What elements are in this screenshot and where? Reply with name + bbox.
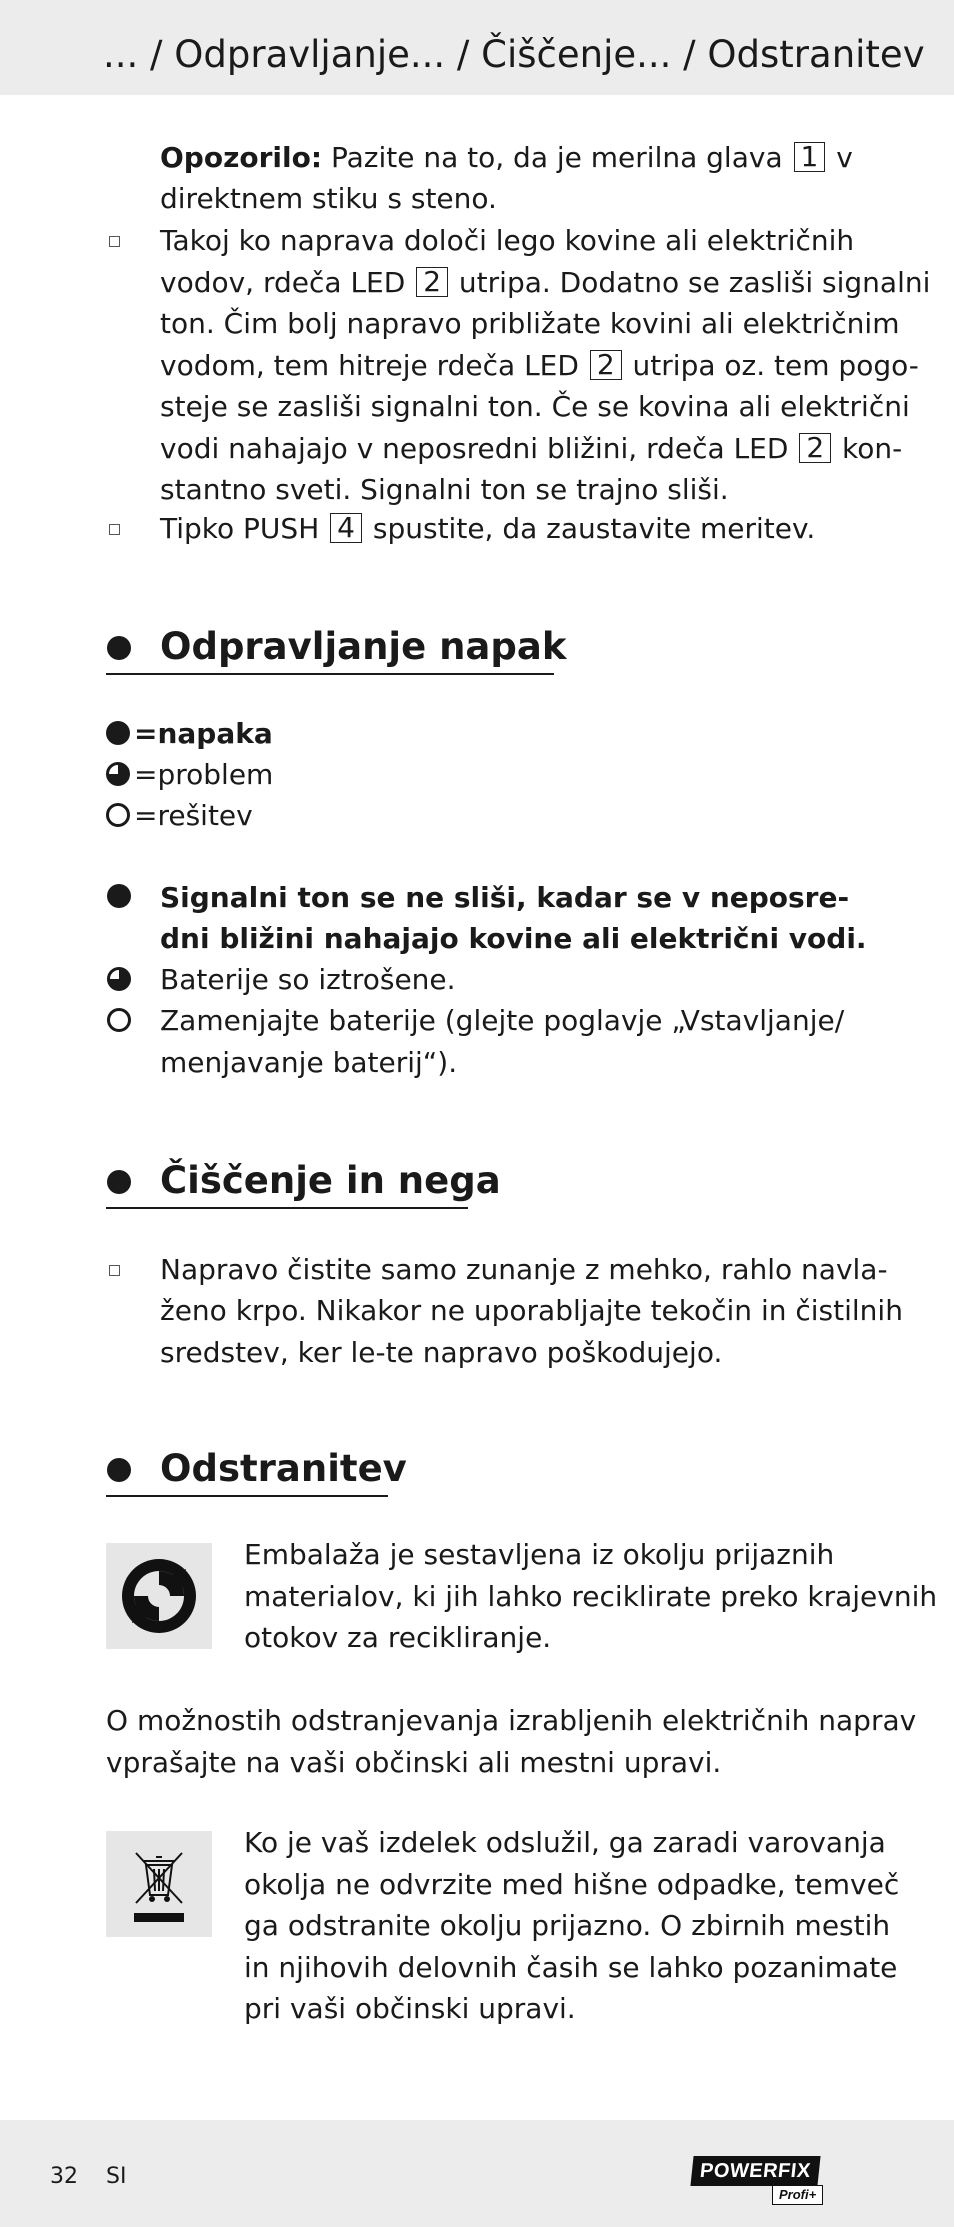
bullet-1-line-1: Takoj ko naprava določi lego kovine ali električnih — [160, 224, 855, 257]
solution-line-2: menjavanje baterij“). — [160, 1046, 458, 1079]
empty-circle-icon — [107, 1008, 131, 1032]
half-circle-icon — [107, 967, 131, 991]
section-bullet-icon — [107, 636, 131, 660]
part-number-box: 2 — [799, 433, 831, 463]
part-number-box: 4 — [330, 513, 362, 543]
bullet-1-line-6: vodi nahajajo v neposredni bližini, rdeča LED 2 kon- — [160, 431, 903, 465]
page-footer — [0, 2120, 954, 2227]
cleaning-line-1: Napravo čistite samo zunanje z mehko, rahlo navla- — [160, 1253, 888, 1286]
packaging-line-3: otokov za recikliranje. — [244, 1621, 552, 1654]
disposal-info-line-2: vprašajte na vaši občinski ali mestni upravi. — [106, 1746, 722, 1779]
bullet-square-icon — [109, 1265, 120, 1276]
cleaning-line-2: ženo krpo. Nikakor ne uporabljajte tekočin in čistilnih — [160, 1294, 903, 1327]
bullet-1-line-5: steje se zasliši signalni ton. Če se kovina ali električni — [160, 390, 910, 423]
error-line-1: Signalni ton se ne sliši, kadar se v neposre- — [160, 881, 850, 914]
page-number: 32 — [50, 2164, 78, 2189]
crossed-out-wheelie-bin-icon — [106, 1831, 212, 1937]
page-title: ... / Odpravljanje... / Čiščenje... / Odstranitev — [103, 33, 925, 76]
section-heading-disposal: Odstranitev — [160, 1447, 407, 1490]
disposal-info-line-1: O možnostih odstranjevanja izrabljenih električnih naprav — [106, 1704, 917, 1737]
legend-solution: =rešitev — [134, 799, 253, 832]
heading-underline — [106, 1207, 468, 1209]
bullet-1-line-4: vodom, tem hitreje rdeča LED 2 utripa oz. tem pogo- — [160, 348, 919, 382]
green-dot-recycle-icon — [106, 1543, 212, 1649]
section-heading-cleaning: Čiščenje in nega — [160, 1159, 501, 1202]
filled-circle-icon — [106, 721, 130, 745]
brand-name: POWERFIX — [690, 2156, 820, 2186]
warning-label: Opozorilo: — [160, 141, 323, 174]
empty-circle-icon — [106, 803, 130, 827]
bullet-2-line: Tipko PUSH 4 spustite, da zaustavite meritev. — [160, 511, 816, 545]
warning-line-1: Opozorilo: Pazite na to, da je merilna glava 1 v — [160, 140, 853, 174]
half-circle-icon — [106, 762, 130, 786]
section-bullet-icon — [107, 1170, 131, 1194]
weee-line-3: ga odstranite okolju prijazno. O zbirnih mestih — [244, 1909, 891, 1942]
heading-underline — [106, 1495, 388, 1497]
brand-sub: Profi+ — [772, 2185, 823, 2205]
weee-line-2: okolja ne odvrzite med hišne odpadke, temveč — [244, 1868, 900, 1901]
bullet-square-icon — [109, 524, 120, 535]
bullet-1-line-2: vodov, rdeča LED 2 utripa. Dodatno se zasliši signalni — [160, 265, 931, 299]
cleaning-line-3: sredstev, ker le-te napravo poškodujejo. — [160, 1336, 723, 1369]
powerfix-logo — [692, 2156, 850, 2206]
problem-text: Baterije so iztrošene. — [160, 963, 456, 996]
filled-circle-icon — [107, 884, 131, 908]
part-number-box: 2 — [416, 267, 448, 297]
part-number-box: 2 — [590, 350, 622, 380]
legend-error: =napaka — [134, 717, 273, 750]
page-header — [0, 0, 954, 95]
weee-line-1: Ko je vaš izdelek odslužil, ga zaradi varovanja — [244, 1826, 886, 1859]
error-line-2: dni bližini nahajajo kovine ali električni vodi. — [160, 922, 867, 955]
heading-underline — [106, 673, 554, 675]
packaging-line-2: materialov, ki jih lahko reciklirate preko krajevnih — [244, 1580, 938, 1613]
solution-line-1: Zamenjajte baterije (glejte poglavje „Vstavljanje/ — [160, 1004, 845, 1037]
section-bullet-icon — [107, 1458, 131, 1482]
warning-line-2: direktnem stiku s steno. — [160, 182, 497, 215]
bullet-square-icon — [109, 236, 120, 247]
bullet-1-line-7: stantno sveti. Signalni ton se trajno sliši. — [160, 473, 729, 506]
section-heading-troubleshooting: Odpravljanje napak — [160, 625, 567, 668]
part-number-box: 1 — [794, 142, 826, 172]
packaging-line-1: Embalaža je sestavljena iz okolju prijaznih — [244, 1538, 835, 1571]
weee-line-5: pri vaši občinski upravi. — [244, 1992, 576, 2025]
legend-problem: =problem — [134, 758, 274, 791]
language-code: SI — [106, 2164, 127, 2189]
weee-line-4: in njihovih delovnih časih se lahko pozanimate — [244, 1951, 898, 1984]
bullet-1-line-3: ton. Čim bolj napravo približate kovini ali električnim — [160, 307, 900, 340]
